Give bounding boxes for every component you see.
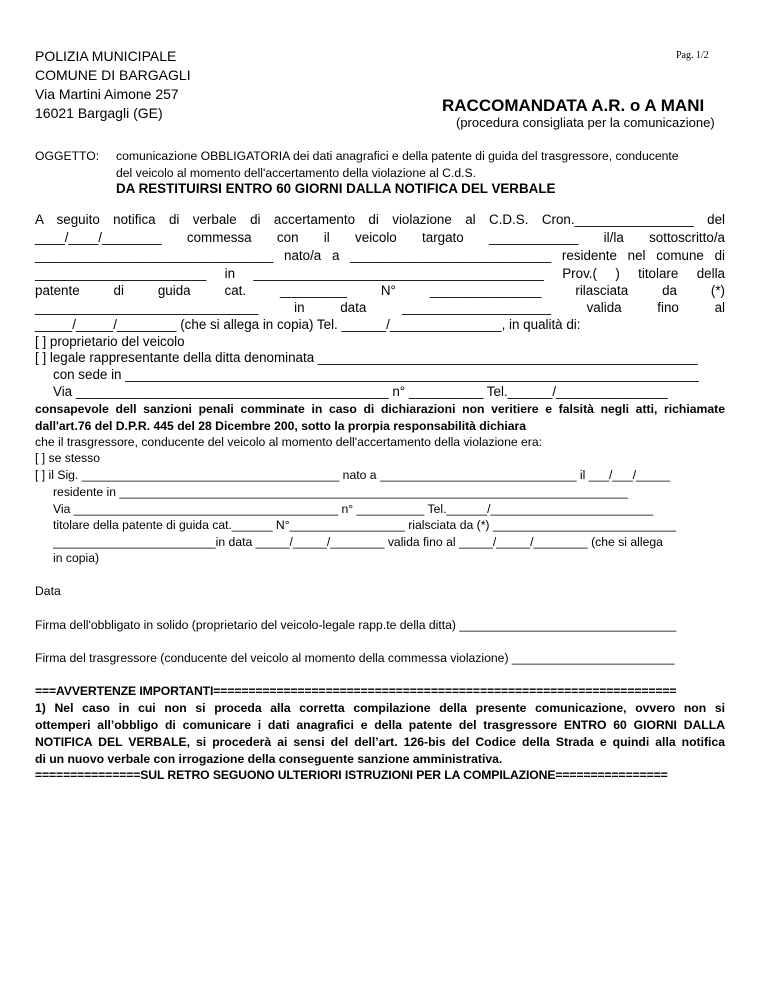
body-line-3: ________________________________ nato/a a ___________________________ residente nel comune di bbox=[35, 248, 725, 263]
company-seat: con sede in _____________________________________________________________________________ bbox=[53, 367, 699, 382]
warning-line-2: ottemperi all’obbligo di comunicare i dati anagrafici e della patente del trasgressore ENTRO 60 GIORNI DALLA bbox=[35, 718, 725, 732]
page-number: Pag. 1/2 bbox=[676, 50, 709, 61]
transgressor-intro: che il trasgressore, conducente del veicolo al momento dell'accertamento della violazione era: bbox=[35, 435, 543, 449]
transgressor-residence: residente in ___________________________________________________________________________ bbox=[53, 485, 628, 499]
declaration-line-1: consapevole dell sanzioni penali comminate in caso di dichiarazioni non veritiere e falsità negli atti, richiamate bbox=[35, 402, 725, 416]
warnings-footer: ===============SUL RETRO SEGUONO ULTERIORI ISTRUZIONI PER LA COMPILAZIONE================ bbox=[35, 768, 668, 782]
document-subtitle: (procedura consigliata per la comunicazione) bbox=[456, 115, 715, 130]
owner-signature-line: Firma dell'obbligato in solido (proprietario del veicolo-legale rapp.te della ditta) ________________________________ bbox=[35, 618, 677, 632]
declaration-line-2: dall'art.76 del D.P.R. 445 del 28 Dicembre 200, sotto la prorpia responsabilità dichiara bbox=[35, 419, 527, 433]
role-owner: [ ] proprietario del veicolo bbox=[35, 334, 185, 349]
oggetto-line-2: del veicolo al momento dell'accertamento della violazione al C.d.S. bbox=[116, 166, 477, 180]
body-line-5: patente di guida cat. _________ N° _______________ rilasciata da (*) bbox=[35, 283, 725, 298]
role-legal-representative: [ ] legale rappresentante della ditta denominata ___________________________________________________ bbox=[35, 350, 698, 365]
body-line-1: A seguito notifica di verbale di accertamento di violazione al C.D.S. Cron.________________ del bbox=[35, 212, 725, 227]
warnings-heading: ===AVVERTENZE IMPORTANTI================================================================== bbox=[35, 684, 677, 698]
sender-line-4: 16021 Bargagli (GE) bbox=[35, 105, 163, 121]
option-self: [ ] se stesso bbox=[35, 451, 101, 465]
company-address: Via __________________________________________ n° __________ Tel.______/_______________ bbox=[53, 384, 668, 399]
document-title: RACCOMANDATA A.R. o A MANI bbox=[442, 96, 705, 115]
transgressor-license: titolare della patente di guida cat.______ N°_________________ rialsciata da (*) ___________________________ bbox=[53, 518, 676, 532]
body-line-6: ______________________________ in data ____________________ valida fino al bbox=[35, 300, 725, 315]
transgressor-license-issued: ________________________in data _____/_____/________ valida fino al _____/_____/________ (che si allega bbox=[53, 535, 663, 549]
option-other: [ ] il Sig. ______________________________________ nato a _____________________________ il ___/___/_____ bbox=[35, 468, 671, 482]
transgressor-copy: in copia) bbox=[53, 551, 100, 565]
oggetto-label: OGGETTO: bbox=[35, 149, 100, 163]
body-line-7: _____/_____/________ (che si allega in copia) Tel. ______/_______________, in qualità di: bbox=[35, 317, 581, 332]
warning-line-4: di un nuovo verbale con irrogazione della conseguente sanzione amministrativa. bbox=[35, 752, 503, 766]
warning-line-3: NOTIFICA DEL VERBALE, si procederà ai sensi del dell’art. 126-bis del Codice della Strada e quindi alla notifica bbox=[35, 735, 725, 749]
sender-line-3: Via Martini Aimone 257 bbox=[35, 86, 179, 102]
date-label: Data bbox=[35, 584, 61, 598]
sender-line-2: COMUNE DI BARGAGLI bbox=[35, 67, 191, 83]
transgressor-address: Via _______________________________________ n° __________ Tel.______/________________________ bbox=[53, 502, 654, 516]
body-line-4: _______________________ in _______________________________________ Prov.( ) titolare della bbox=[35, 266, 725, 281]
body-line-2: ____/____/________ commessa con il veicolo targato ____________ il/la sottoscritto/a bbox=[35, 230, 725, 245]
oggetto-deadline: DA RESTITUIRSI ENTRO 60 GIORNI DALLA NOTIFICA DEL VERBALE bbox=[116, 181, 556, 196]
oggetto-line-1: comunicazione OBBLIGATORIA dei dati anagrafici e della patente di guida del trasgressore, conducente bbox=[116, 149, 679, 163]
transgressor-signature-line: Firma del trasgressore (conducente del veicolo al momento della commessa violazione) ________________________ bbox=[35, 651, 675, 665]
sender-line-1: POLIZIA MUNICIPALE bbox=[35, 48, 177, 64]
warning-line-1: 1) Nel caso in cui non si proceda alla corretta compilazione della presente comunicazione, ovvero non si bbox=[35, 701, 725, 715]
